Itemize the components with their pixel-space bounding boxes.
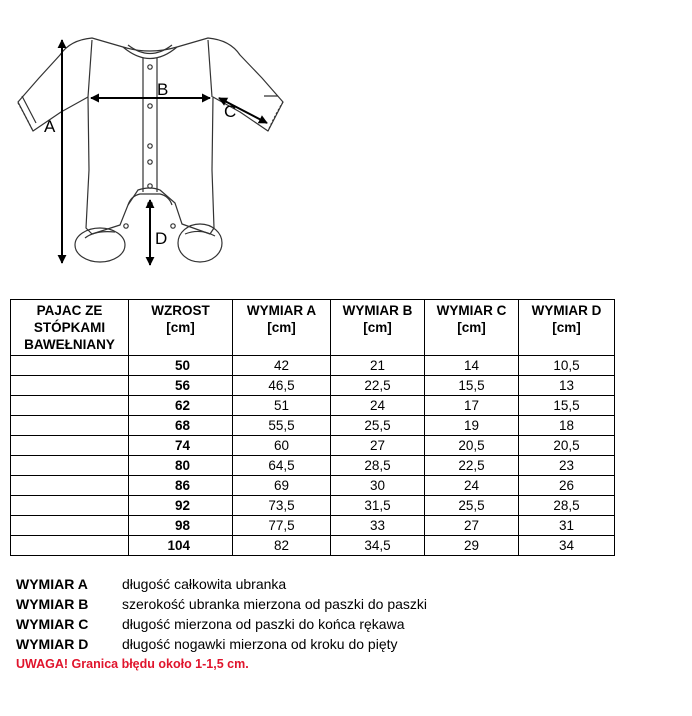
table-row xyxy=(11,416,615,436)
table-header-line: PAJAC ZE xyxy=(36,303,103,318)
table-header-cell xyxy=(11,300,129,356)
table-header-line: BAWEŁNIANY xyxy=(24,337,115,352)
table-header-cell xyxy=(519,300,615,356)
table-header-line: [cm] xyxy=(363,320,392,335)
table-cell-value: 42 xyxy=(233,356,331,376)
table-row xyxy=(11,376,615,396)
legend-description: długość mierzona od paszki do końca rękawa xyxy=(122,616,405,632)
onesie-diagram xyxy=(0,0,692,290)
table-cell-empty xyxy=(11,456,129,476)
table-cell-size: 98 xyxy=(129,516,233,536)
table-cell-value: 31 xyxy=(519,516,615,536)
table-row xyxy=(11,456,615,476)
table-cell-value: 20,5 xyxy=(519,436,615,456)
dimension-label-a: A xyxy=(44,117,56,136)
table-row xyxy=(11,516,615,536)
legend-item xyxy=(16,614,427,634)
legend-item xyxy=(16,574,427,594)
table-row xyxy=(11,536,615,556)
table-header-cell xyxy=(129,300,233,356)
table-cell-value: 73,5 xyxy=(233,496,331,516)
table-header-line: WYMIAR A xyxy=(246,303,317,318)
table-cell-value: 24 xyxy=(425,476,519,496)
table-header-line: [cm] xyxy=(267,320,296,335)
table-header-cell xyxy=(425,300,519,356)
table-cell-value: 22,5 xyxy=(425,456,519,476)
table-cell-size: 56 xyxy=(129,376,233,396)
table-cell-value: 29 xyxy=(425,536,519,556)
table-cell-empty xyxy=(11,536,129,556)
size-table xyxy=(10,299,615,556)
legend-item xyxy=(16,634,427,654)
legend-item xyxy=(16,594,427,614)
error-margin-warning: UWAGA! Granica błędu około 1-1,5 cm. xyxy=(16,657,249,671)
dimension-label-b: B xyxy=(157,80,169,99)
dimension-label-c: C xyxy=(224,102,237,121)
legend-description: długość nogawki mierzona od kroku do pięty xyxy=(122,636,398,652)
table-cell-empty xyxy=(11,356,129,376)
table-header-line: [cm] xyxy=(552,320,581,335)
table-cell-value: 15,5 xyxy=(519,396,615,416)
table-header-line: [cm] xyxy=(457,320,486,335)
table-cell-value: 34 xyxy=(519,536,615,556)
table-cell-value: 82 xyxy=(233,536,331,556)
table-cell-size: 50 xyxy=(129,356,233,376)
legend-description: długość całkowita ubranka xyxy=(122,576,287,592)
table-cell-value: 31,5 xyxy=(331,496,425,516)
legend-key: WYMIAR A xyxy=(16,576,88,592)
table-header-row xyxy=(11,300,615,356)
table-cell-value: 33 xyxy=(331,516,425,536)
legend-key: WYMIAR D xyxy=(16,636,89,652)
table-cell-value: 30 xyxy=(331,476,425,496)
table-cell-value: 27 xyxy=(331,436,425,456)
table-row xyxy=(11,436,615,456)
table-body xyxy=(11,356,615,556)
table-cell-size: 92 xyxy=(129,496,233,516)
table-cell-value: 21 xyxy=(331,356,425,376)
table-cell-value: 46,5 xyxy=(233,376,331,396)
table-cell-value: 10,5 xyxy=(519,356,615,376)
table-cell-size: 68 xyxy=(129,416,233,436)
table-header-line: WYMIAR B xyxy=(342,303,413,318)
dimension-label-d: D xyxy=(155,229,168,248)
table-cell-value: 51 xyxy=(233,396,331,416)
table-cell-size: 80 xyxy=(129,456,233,476)
table-cell-size: 74 xyxy=(129,436,233,456)
table-cell-value: 69 xyxy=(233,476,331,496)
table-cell-value: 20,5 xyxy=(425,436,519,456)
table-cell-value: 25,5 xyxy=(425,496,519,516)
table-header-line: WYMIAR C xyxy=(436,303,507,318)
table-cell-empty xyxy=(11,376,129,396)
table-cell-empty xyxy=(11,516,129,536)
table-cell-value: 34,5 xyxy=(331,536,425,556)
table-cell-empty xyxy=(11,476,129,496)
table-cell-size: 104 xyxy=(129,536,233,556)
table-cell-value: 60 xyxy=(233,436,331,456)
table-cell-value: 27 xyxy=(425,516,519,536)
table-cell-value: 77,5 xyxy=(233,516,331,536)
table-header-line: STÓPKAMI xyxy=(33,320,106,335)
table-header-cell xyxy=(233,300,331,356)
table-row xyxy=(11,356,615,376)
table-cell-value: 55,5 xyxy=(233,416,331,436)
table-cell-value: 13 xyxy=(519,376,615,396)
legend-key: WYMIAR C xyxy=(16,616,89,632)
table-cell-empty xyxy=(11,436,129,456)
table-header-cell xyxy=(331,300,425,356)
table-cell-empty xyxy=(11,416,129,436)
table-row xyxy=(11,476,615,496)
table-cell-value: 28,5 xyxy=(519,496,615,516)
table-cell-empty xyxy=(11,396,129,416)
table-cell-value: 19 xyxy=(425,416,519,436)
table-cell-value: 15,5 xyxy=(425,376,519,396)
table-cell-value: 22,5 xyxy=(331,376,425,396)
table-header-line: WZROST xyxy=(151,303,210,318)
table-cell-value: 14 xyxy=(425,356,519,376)
table-cell-value: 28,5 xyxy=(331,456,425,476)
table-cell-value: 23 xyxy=(519,456,615,476)
table-cell-value: 24 xyxy=(331,396,425,416)
table-header-line: [cm] xyxy=(166,320,195,335)
table-cell-value: 17 xyxy=(425,396,519,416)
table-cell-value: 26 xyxy=(519,476,615,496)
table-cell-size: 62 xyxy=(129,396,233,416)
table-cell-value: 25,5 xyxy=(331,416,425,436)
table-cell-value: 64,5 xyxy=(233,456,331,476)
table-header-line: WYMIAR D xyxy=(531,303,602,318)
table-row xyxy=(11,496,615,516)
table-cell-value: 18 xyxy=(519,416,615,436)
legend-description: szerokość ubranka mierzona od paszki do paszki xyxy=(122,596,428,612)
table-cell-empty xyxy=(11,496,129,516)
table-row xyxy=(11,396,615,416)
table-cell-size: 86 xyxy=(129,476,233,496)
legend-key: WYMIAR B xyxy=(16,596,89,612)
dimension-legend xyxy=(16,574,427,654)
